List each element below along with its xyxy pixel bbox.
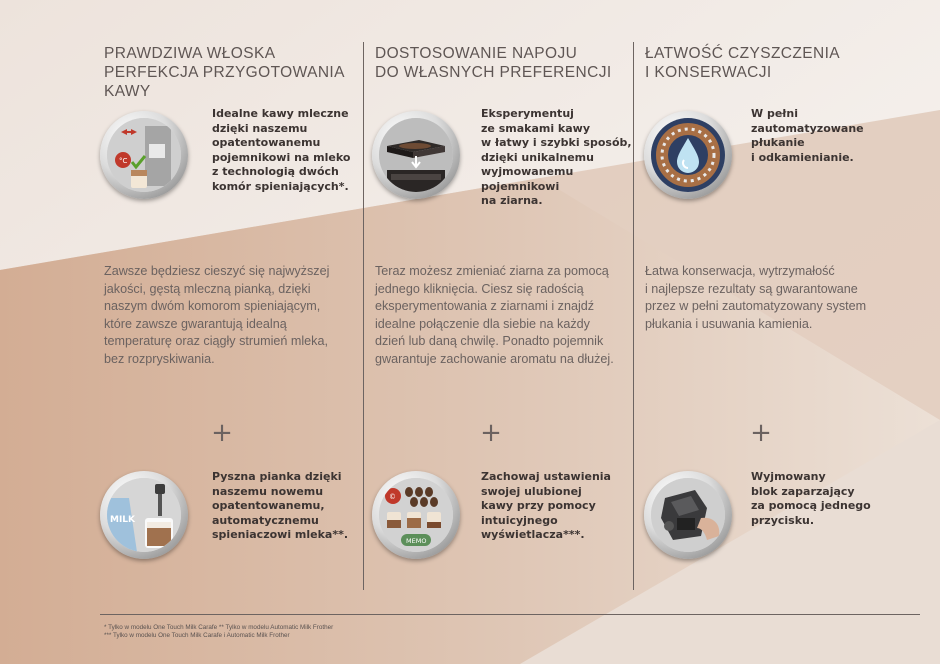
feature-text: Zachowaj ustawienia swojej ulubionej kawy przy pomocy intuicyjnego wyświetlacza***. [481, 470, 611, 541]
feature-text: Idealne kawy mleczne dzięki naszemu opatentowanemu pojemnikowi na mleko z technologią dwóch komór spieniających*. [212, 107, 351, 193]
column-heading: DOSTOSOWANIE NAPOJU DO WŁASNYCH PREFERENCJI [375, 45, 612, 81]
svg-text:©: © [389, 493, 396, 501]
footer-rule [100, 614, 920, 615]
feature-text: Eksperymentuj ze smakami kawy w łatwy i szybki sposób, dzięki unikalnemu wyjmowanemu pojemnikowi na ziarna. [481, 107, 632, 207]
svg-text:°C: °C [119, 157, 128, 165]
footnote-line-2: *** Tylko w modelu One Touch Milk Carafe i Automatic Milk Frother [104, 632, 290, 639]
feature-text: Pyszna pianka dzięki naszemu nowemu opatentowanemu, automatycznemu spieniaczowi mleka**. [212, 470, 349, 541]
bean-container-icon [372, 111, 460, 199]
milk-carafe-temperature-icon [100, 111, 188, 199]
feature-text: W pełni zautomatyzowane płukanie i odkamienianie. [751, 107, 864, 164]
brew-group-removal-icon [644, 471, 732, 559]
column-description: Łatwa konserwacja, wytrzymałość i najlepsze rezultaty są gwarantowane przez w pełni zautomatyzowany system płukania i usuwania kamienia. [645, 264, 867, 331]
plus-icon: + [750, 418, 772, 448]
memo-display-icon [372, 471, 460, 559]
column-description: Teraz możesz zmieniać ziarna za pomocą jednego kliknięcia. Ciesz się radością eksperymentowania z ziarnami i znajdź idealne połączenie dla siebie na każdy dzień lub daną chwilę. Ponadto pojemnik gwarantuje zachowanie aromatu na dłużej. [375, 264, 614, 366]
plus-icon: + [480, 418, 502, 448]
column-heading: PRAWDZIWA WŁOSKA PERFEKCJA PRZYGOTOWANIA KAWY [104, 45, 345, 100]
footnote-line-1: * Tylko w modelu One Touch Milk Carafe ** Tylko w modelu Automatic Milk Frother [104, 624, 334, 631]
memo-label: MEMO [406, 537, 427, 545]
plus-icon: + [211, 418, 233, 448]
water-drop-descaling-icon [644, 111, 732, 199]
milk-frother-icon [100, 471, 188, 559]
column-description: Zawsze będziesz cieszyć się najwyższej jakości, gęstą mleczną pianką, dzięki naszym dwóm komorom spieniającym, które zawsze gwarantują idealną temperaturę oraz ciągły strumień mleka, bez rozpryskiwania. [104, 264, 330, 366]
milk-label: MILK [110, 515, 136, 525]
column-divider-1 [363, 42, 364, 590]
column-heading: ŁATWOŚĆ CZYSZCZENIA I KONSERWACJI [645, 45, 841, 81]
feature-text: Wyjmowany blok zaparzający za pomocą jednego przycisku. [751, 470, 871, 527]
